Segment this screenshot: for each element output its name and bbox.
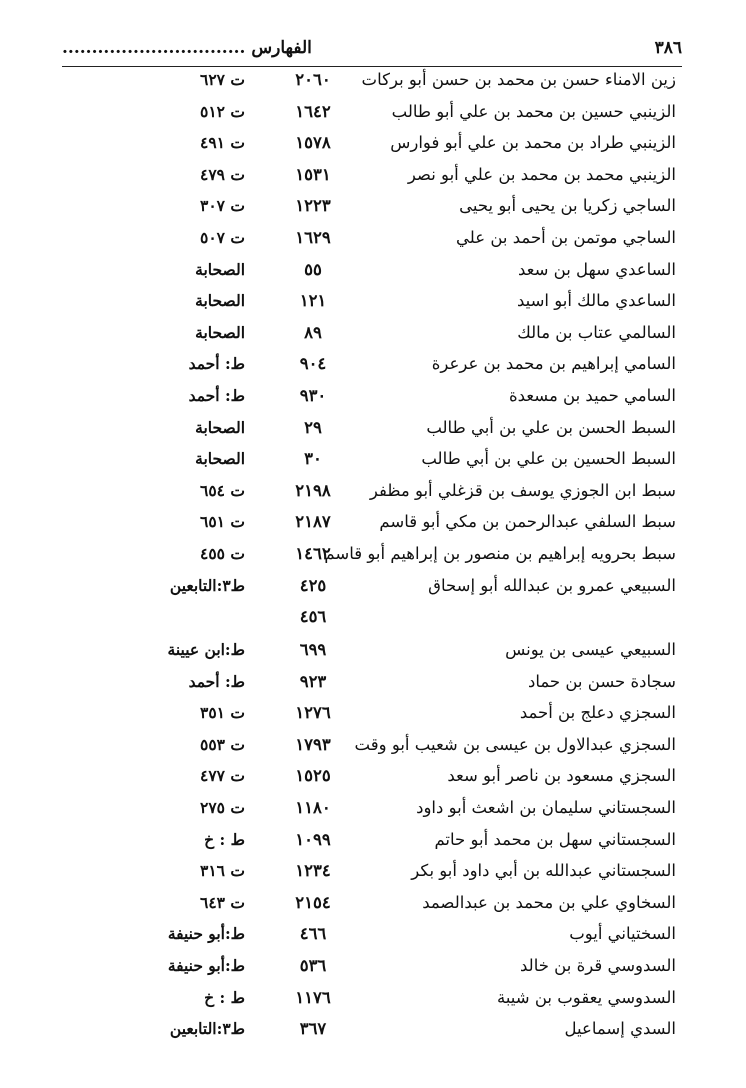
entry-number: ١٦٤٢ xyxy=(295,101,331,121)
entry-number: ٢١٨٧ xyxy=(295,512,331,532)
entry-reference: ت ٥٠٧ xyxy=(200,227,245,247)
index-entry xyxy=(0,794,746,826)
entry-reference: ط: أحمد xyxy=(188,671,245,691)
entry-name: السجزي دعلج بن أحمد xyxy=(519,703,676,723)
index-entry xyxy=(0,508,746,540)
index-entry xyxy=(0,540,746,572)
index-entry xyxy=(0,98,746,130)
entry-reference: ت ٦٥١ xyxy=(200,512,245,532)
entry-name: السالمي عتاب بن مالك xyxy=(517,322,676,342)
entry-number: ٤٦٦ xyxy=(299,924,327,944)
entry-number: ٢١٥٤ xyxy=(295,892,331,912)
index-entry xyxy=(0,414,746,446)
index-entry xyxy=(0,889,746,921)
index-entry xyxy=(0,826,746,858)
entry-name: سبط ابن الجوزي يوسف بن قزغلي أبو مظفر xyxy=(369,480,676,500)
entry-number: ١٠٩٩ xyxy=(295,829,331,849)
entry-name: الساعدي مالك أبو اسيد xyxy=(516,291,676,311)
entry-number: ٢٠٦٠ xyxy=(295,70,331,89)
entry-reference: الصحابة xyxy=(195,322,245,342)
entry-number: ١١٨٠ xyxy=(295,798,331,818)
entry-number: ٣٦٧ xyxy=(299,1019,327,1039)
entry-name: السدي إسماعيل xyxy=(564,1019,676,1039)
entry-reference: ط:أبو حنيفة xyxy=(167,956,245,976)
entry-reference: ت ٣١٦ xyxy=(200,861,245,881)
index-entry xyxy=(0,920,746,952)
index-entry xyxy=(0,984,746,1016)
entry-reference: ط٣:التابعين xyxy=(169,575,245,595)
index-entry xyxy=(0,572,746,604)
entry-name: الزينبي طراد بن محمد بن علي أبو فوارس xyxy=(390,133,676,153)
index-entry xyxy=(0,192,746,224)
entry-name: السدوسي قرة بن خالد xyxy=(520,956,676,976)
entry-name: السجزي عبدالاول بن عيسى بن شعيب أبو وقت xyxy=(354,734,676,754)
entry-name: الزينبي محمد بن محمد بن علي أبو نصر xyxy=(407,164,676,184)
entry-reference: ط٣:التابعين xyxy=(169,1019,245,1039)
index-entry xyxy=(0,603,746,636)
index-entry xyxy=(0,445,746,477)
entry-name: الساجي زكريا بن يحيى أبو يحيى xyxy=(459,196,676,216)
section-title: الفهارس ............................... xyxy=(62,38,312,58)
entry-reference: الصحابة xyxy=(195,259,245,279)
entry-name: السامي حميد بن مسعدة xyxy=(508,385,676,405)
page-header xyxy=(62,36,682,67)
index-entry xyxy=(0,129,746,161)
entry-reference: الصحابة xyxy=(195,449,245,469)
entry-reference: ت ٦٥٤ xyxy=(200,480,245,500)
entry-name: السبيعي عمرو بن عبدالله أبو إسحاق xyxy=(428,575,676,595)
entry-reference: ت ٦٤٣ xyxy=(200,892,245,912)
index-entry xyxy=(0,857,746,889)
entry-name: الساعدي سهل بن سعد xyxy=(517,259,676,279)
entry-number: ٣٠ xyxy=(304,449,322,469)
entry-reference: الصحابة xyxy=(195,291,245,311)
index-entry xyxy=(0,636,746,668)
entry-name: سجادة حسن بن حماد xyxy=(528,671,676,691)
entry-number: ٢١٩٨ xyxy=(295,480,331,500)
entry-number: ٥٣٦ xyxy=(299,956,327,976)
entry-reference: ط:ابن عيينة xyxy=(167,640,245,660)
entry-number: ١٢١ xyxy=(299,291,327,311)
entry-reference: ت ٤٧٧ xyxy=(200,766,245,786)
entry-name: السجستاني عبدالله بن أبي داود أبو بكر xyxy=(411,861,676,881)
entry-number: ١٢٢٣ xyxy=(295,196,331,216)
entry-number: ١٤٦٢ xyxy=(295,543,331,563)
entry-reference: ت ٤٥٥ xyxy=(200,543,245,563)
entry-number: ٤٢٥ xyxy=(299,575,327,595)
index-entry xyxy=(0,319,746,351)
entry-reference: ط: أحمد xyxy=(188,385,245,405)
entry-name: الساجي موتمن بن أحمد بن علي xyxy=(456,227,676,247)
entry-reference: ت ٤٧٩ xyxy=(200,164,245,184)
entry-number: ١٢٧٦ xyxy=(295,703,331,723)
index-entry xyxy=(0,350,746,382)
entry-name: السجزي مسعود بن ناصر أبو سعد xyxy=(447,766,676,786)
entry-reference: الصحابة xyxy=(195,417,245,437)
index-list xyxy=(0,66,746,1047)
entry-name: سبط بحرويه إبراهيم بن منصور بن إبراهيم أبو قاسم xyxy=(324,543,676,563)
index-entry xyxy=(0,1015,746,1047)
entry-number: ١٥٣١ xyxy=(295,164,331,184)
index-entry xyxy=(0,731,746,763)
index-entry xyxy=(0,287,746,319)
entry-reference: ت ٤٩١ xyxy=(200,133,245,153)
entry-number: ٨٩ xyxy=(304,322,322,342)
entry-number: ١٥٢٥ xyxy=(295,766,331,786)
entry-number: ٥٥ xyxy=(304,259,322,279)
entry-reference: ت ٦٢٧ xyxy=(200,70,245,89)
index-entry xyxy=(0,224,746,256)
entry-name: زين الامناء حسن بن محمد بن حسن أبو بركات xyxy=(361,70,676,89)
entry-reference: ت ٥١٢ xyxy=(200,101,245,121)
index-entry xyxy=(0,256,746,288)
index-entry xyxy=(0,477,746,509)
entry-name: السبيعي عيسى بن يونس xyxy=(505,640,676,660)
entry-number: ١٧٩٣ xyxy=(295,734,331,754)
page-number: ٣٨٦ xyxy=(654,38,682,58)
entry-reference: ط:أبو حنيفة xyxy=(167,924,245,944)
entry-reference: ط : خ xyxy=(204,829,245,849)
entry-number: ١٦٢٩ xyxy=(295,227,331,247)
index-entry xyxy=(0,161,746,193)
entry-number: ٦٩٩ xyxy=(299,640,327,660)
entry-name: السخاوي علي بن محمد بن عبدالصمد xyxy=(422,892,676,912)
entry-reference: ت ٣٠٧ xyxy=(200,196,245,216)
index-entry xyxy=(0,699,746,731)
index-entry xyxy=(0,762,746,794)
entry-number: ٤٥٦ xyxy=(299,607,327,627)
entry-name: السختياني أيوب xyxy=(569,924,676,944)
entry-reference: ت ٥٥٣ xyxy=(200,734,245,754)
entry-name: السجستاني سهل بن محمد أبو حاتم xyxy=(434,829,676,849)
entry-reference: ت ٣٥١ xyxy=(200,703,245,723)
entry-name: السبط الحسين بن علي بن أبي طالب xyxy=(421,449,676,469)
entry-reference: ط : خ xyxy=(204,987,245,1007)
entry-reference: ط: أحمد xyxy=(188,354,245,374)
entry-number: ٩٠٤ xyxy=(299,354,327,374)
index-entry xyxy=(0,382,746,414)
entry-number: ١١٧٦ xyxy=(295,987,331,1007)
index-entry xyxy=(0,952,746,984)
index-entry xyxy=(0,668,746,700)
entry-name: السامي إبراهيم بن محمد بن عرعرة xyxy=(431,354,676,374)
entry-name: الزينبي حسين بن محمد بن علي أبو طالب xyxy=(391,101,676,121)
entry-number: ٩٢٣ xyxy=(299,671,327,691)
entry-name: السجستاني سليمان بن اشعث أبو داود xyxy=(416,798,676,818)
entry-name: السدوسي يعقوب بن شيبة xyxy=(496,987,676,1007)
entry-number: ٩٣٠ xyxy=(299,385,327,405)
entry-reference: ت ٢٧٥ xyxy=(200,798,245,818)
entry-number: ١٢٣٤ xyxy=(295,861,331,881)
entry-name: السبط الحسن بن علي بن أبي طالب xyxy=(426,417,676,437)
index-entry xyxy=(0,66,746,98)
entry-number: ٢٩ xyxy=(304,417,322,437)
entry-name: سبط السلفي عبدالرحمن بن مكي أبو قاسم xyxy=(379,512,676,532)
entry-number: ١٥٧٨ xyxy=(295,133,331,153)
